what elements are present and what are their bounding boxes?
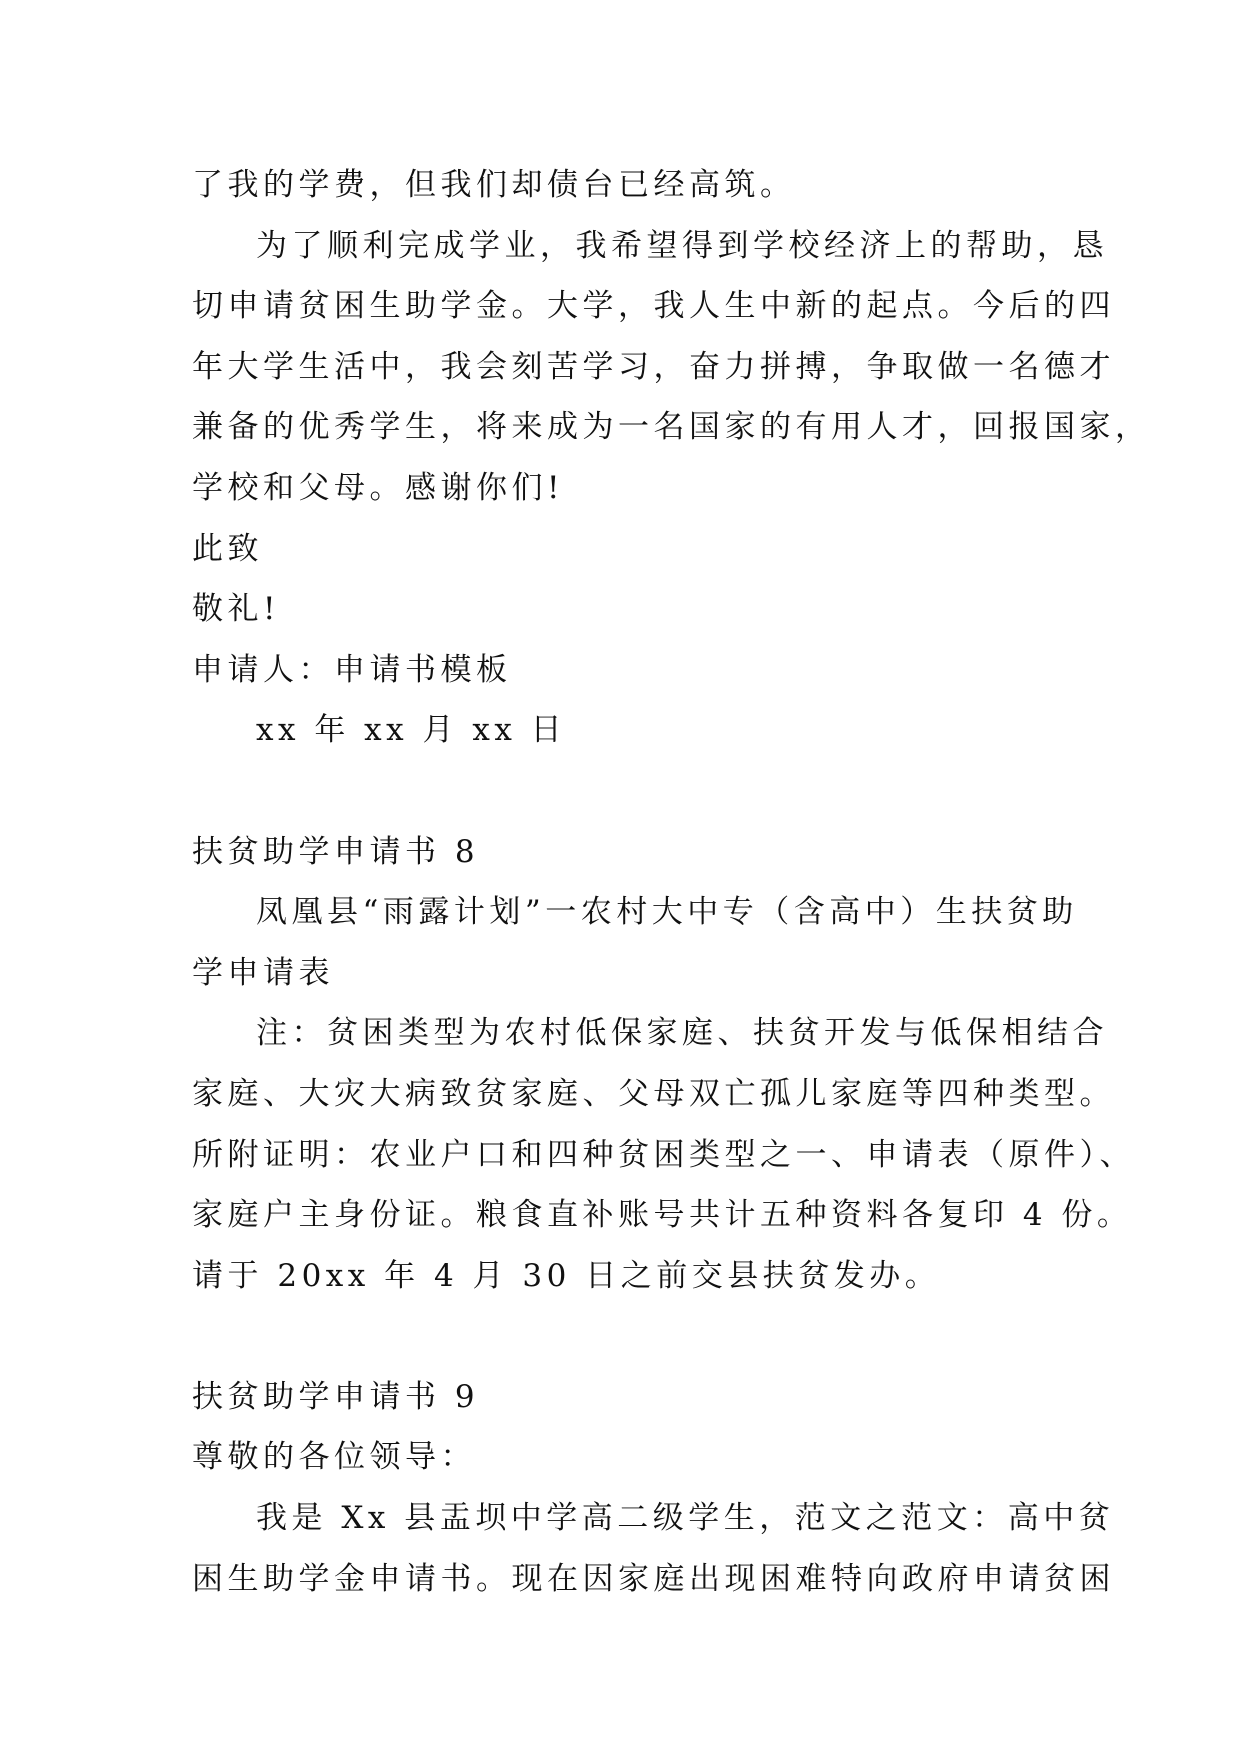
document-body [192, 155, 1151, 1609]
paragraph-line: 凤凰县“雨露计划”一农村大中专（含高中）生扶贫助 [256, 894, 1078, 931]
applicant-signature: 申请人：申请书模板 [192, 651, 512, 688]
paragraph-line: 为了顺利完成学业，我希望得到学校经济上的帮助，恳 [256, 227, 1108, 264]
section-heading: 扶贫助学申请书 9 [192, 1378, 480, 1415]
application-date: xx 年 xx 月 xx 日 [256, 712, 567, 749]
paragraph-line: 家庭户主身份证。粮食直补账号共计五种资料各复印 4 份。 [192, 1197, 1133, 1234]
paragraph-line: 请于 20xx 年 4 月 30 日之前交县扶贫发办。 [192, 1257, 941, 1294]
paragraph-line: 困生助学金申请书。现在因家庭出现困难特向政府申请贫困 [192, 1560, 1115, 1597]
paragraph-line: 学校和父母。感谢你们! [192, 469, 564, 506]
paragraph-line: 注：贫困类型为农村低保家庭、扶贫开发与低保相结合 [256, 1015, 1108, 1052]
paragraph-line: 家庭、大灾大病致贫家庭、父母双亡孤儿家庭等四种类型。 [192, 1075, 1115, 1112]
section-heading: 扶贫助学申请书 8 [192, 833, 480, 870]
paragraph-line: 年大学生活中，我会刻苦学习，奋力拼搏，争取做一名德才 [192, 348, 1115, 385]
paragraph-line: 学申请表 [192, 954, 334, 991]
paragraph-line: 我是 Xx 县盂坝中学高二级学生，范文之范文：高中贫 [256, 1500, 1115, 1537]
paragraph-line: 兼备的优秀学生，将来成为一名国家的有用人才，回报国家， [192, 409, 1151, 446]
section-spacer [192, 1306, 1072, 1367]
closing-regards: 敬礼! [192, 591, 280, 628]
paragraph-line: 了我的学费，但我们却债台已经高筑。 [192, 167, 796, 203]
salutation: 尊敬的各位领导： [192, 1439, 476, 1476]
paragraph-line: 切申请贫困生助学金。大学，我人生中新的起点。今后的四 [192, 288, 1115, 325]
section-spacer [192, 761, 1072, 822]
closing-salutation: 此致 [192, 530, 263, 567]
paragraph-line: 所附证明：农业户口和四种贫困类型之一、申请表（原件）、 [192, 1136, 1135, 1173]
